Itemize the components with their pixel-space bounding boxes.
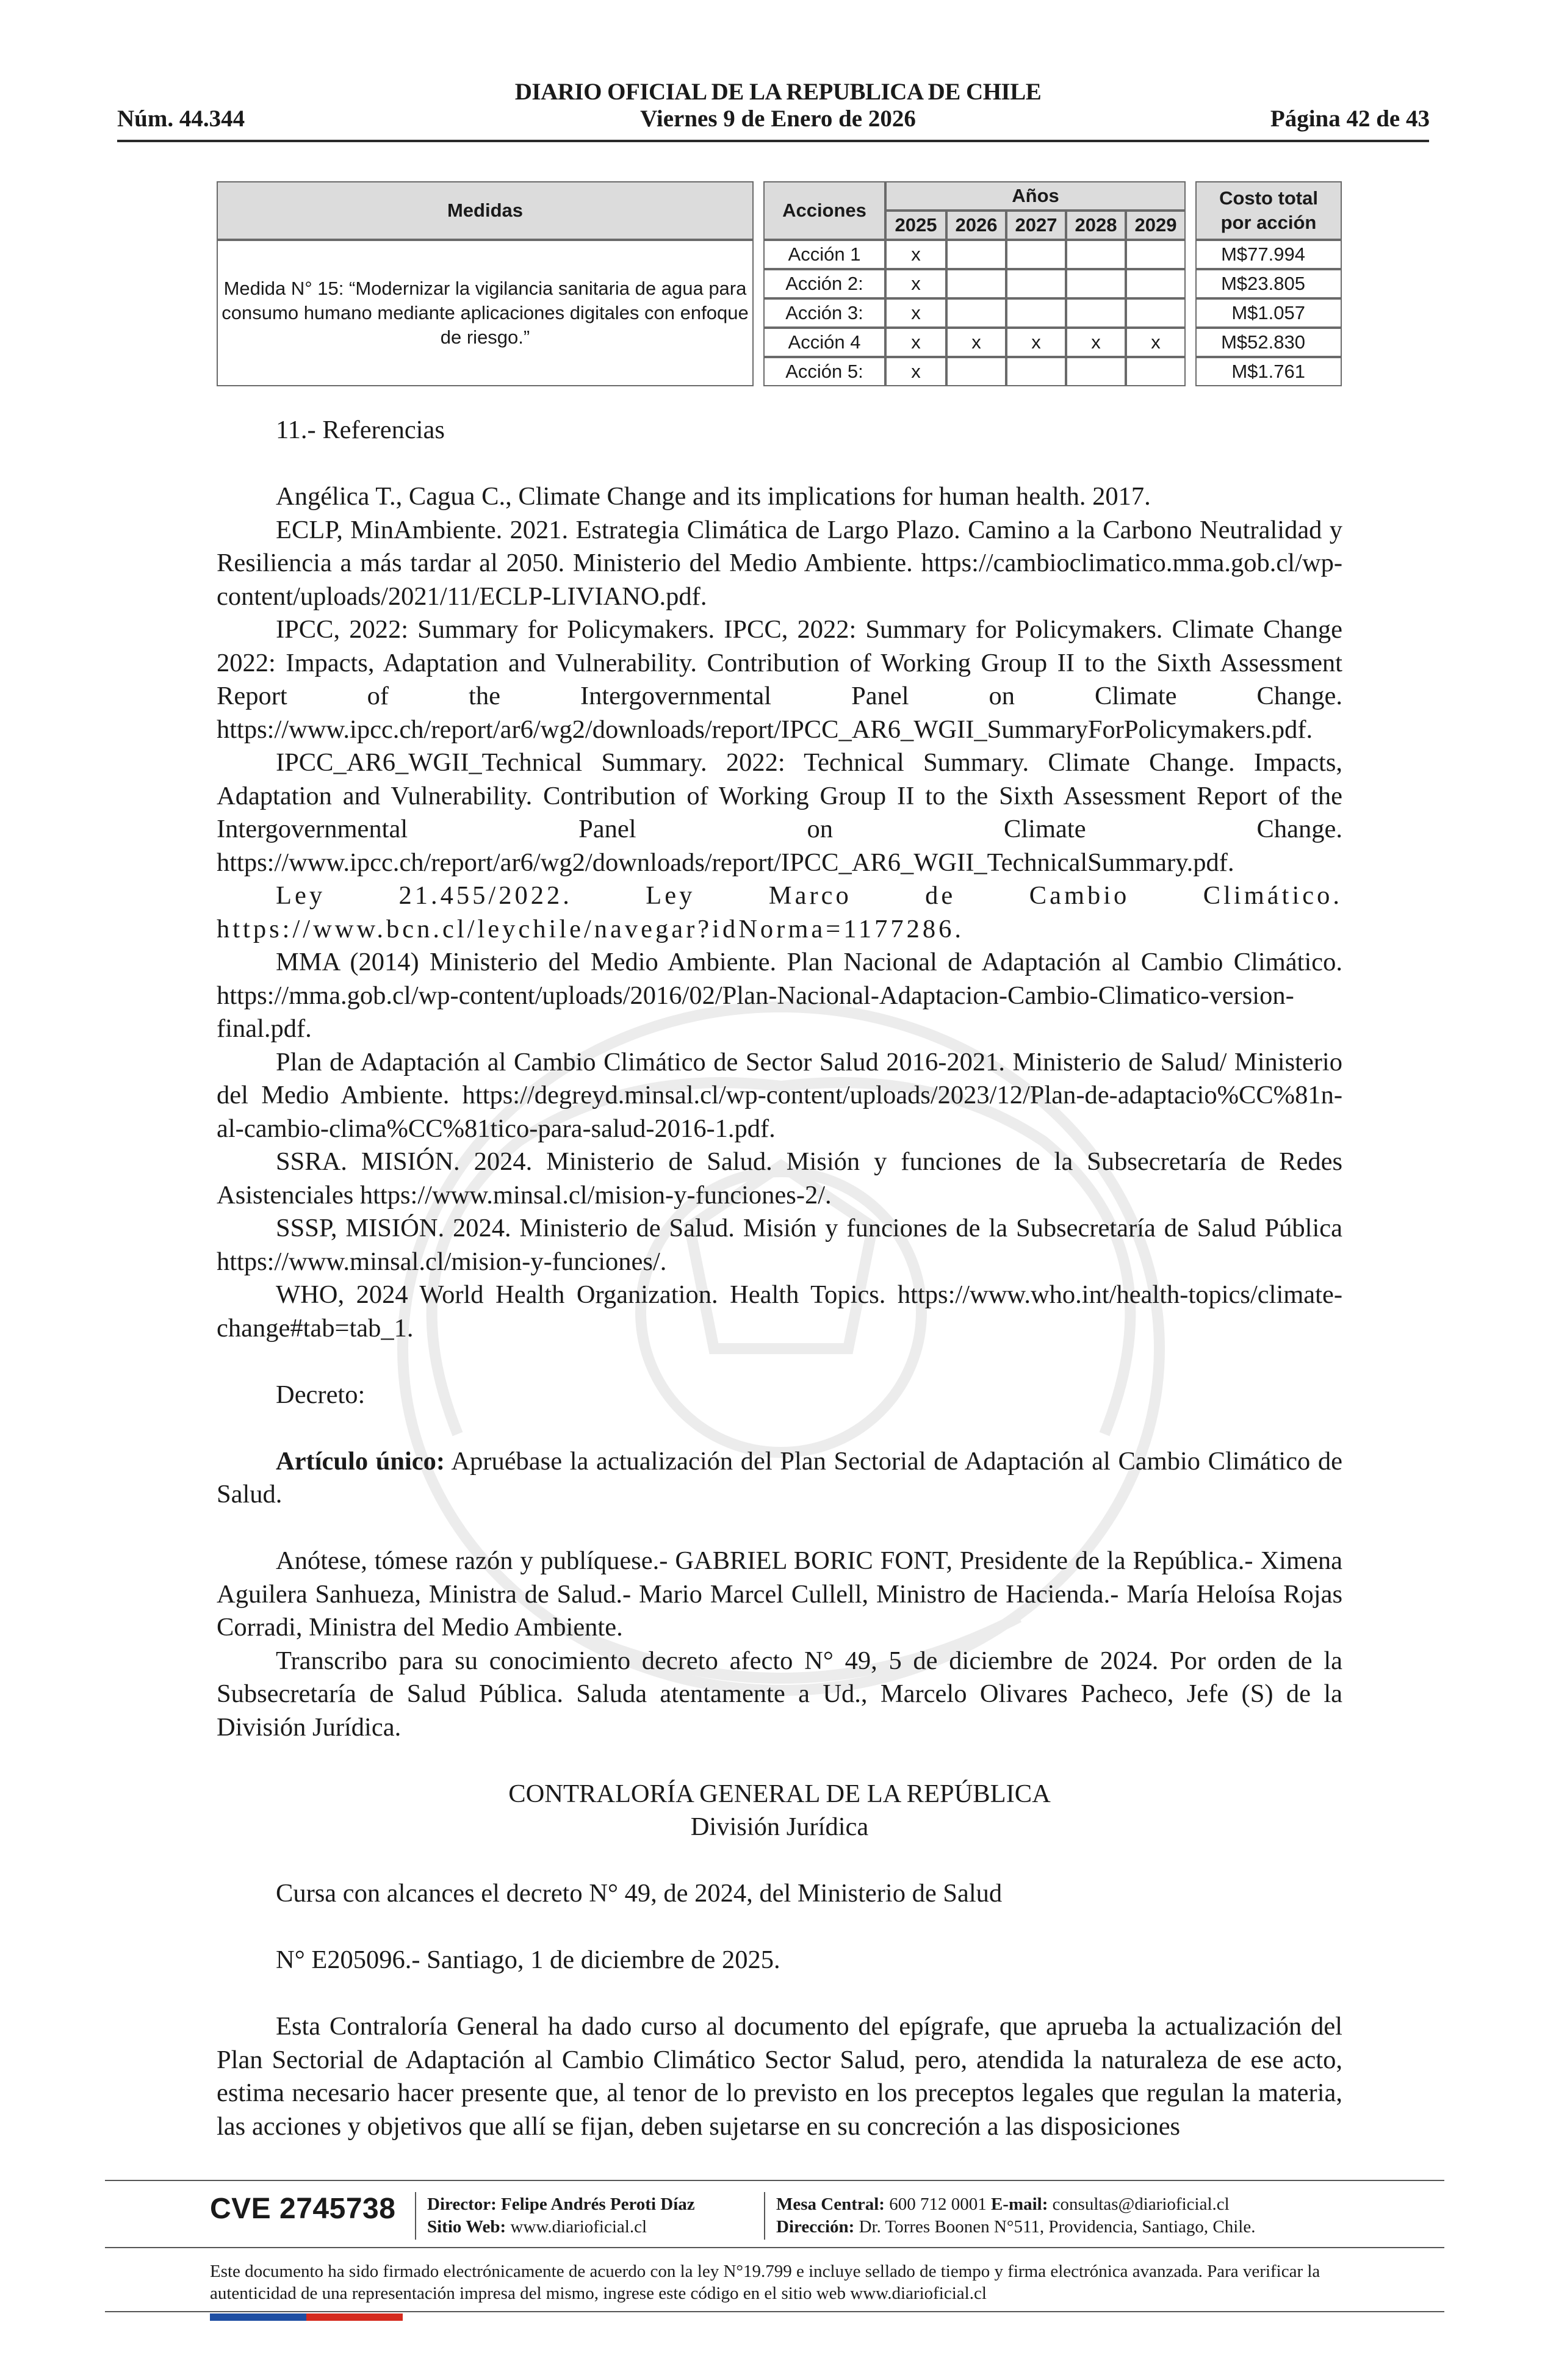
year-mark [1126,269,1186,298]
sitio-url[interactable]: www.diarioficial.cl [510,2217,647,2237]
header-medidas: Medidas [217,181,754,240]
reference-item: WHO, 2024 World Health Organization. Health Topics. https://www.who.int/health-topics/climate-change#tab=tab_1. [217,1280,1342,1343]
year-mark [946,269,1006,298]
references-heading: 11.- Referencias [276,416,445,444]
year-mark: x [1066,328,1126,357]
mesa-line [776,2193,1255,2216]
issue-date: Viernes 9 de Enero de 2026 [640,106,916,132]
year-mark [1126,357,1186,386]
accion-label: Acción 4 [763,328,885,357]
anotese-paragraph: Anótese, tómese razón y publíquese.- GABRIEL BORIC FONT, Presidente de la República.- Ximena Aguilera Sanhueza, Ministra de Salud.- Mario Marcel Cullell, Ministro de Hacienda.- María Heloísa Rojas Corradi, Ministra del Medio Ambiente. [217,1546,1342,1642]
footer-separator [764,2192,765,2240]
year-mark [1006,357,1066,386]
flag-stripe-red [306,2313,403,2321]
flag-stripe-blue [210,2313,306,2321]
transcribo-paragraph: Transcribo para su conocimiento decreto afecto N° 49, 5 de diciembre de 2024. Por orden de la Subsecretaría de Salud Pública. Saluda atentamente a Ud., Marcelo Olivares Pacheco, Jefe (S) de la División Jurídica. [217,1646,1342,1742]
actions-cost-table [217,181,1342,386]
direccion-label: Dirección: [776,2217,855,2237]
header-anos: Años [885,181,1186,211]
header-year: 2027 [1006,211,1066,240]
direccion-line [776,2216,1255,2238]
header-year: 2025 [885,211,946,240]
cursa-line: Cursa con alcances el decreto N° 49, de 2024, del Ministerio de Salud [276,1879,1003,1908]
sitio-line [427,2216,695,2238]
table-row [217,240,1342,269]
reference-item: Plan de Adaptación al Cambio Climático de Sector Salud 2016-2021. Ministerio de Salud/ Ministerio del Medio Ambiente. https://degreyd.minsal.cl/wp-content/uploads/2023/12/Plan-de-adaptacio%CC%81n-al-cambio-clima%CC%81tico-para-salud-2016-1.pdf. [217,1047,1342,1143]
reference-item: Angélica T., Cagua C., Climate Change and its implications for human health. 2017. [276,482,1151,511]
newspaper-title: DIARIO OFICIAL DE LA REPUBLICA DE CHILE [514,79,1042,105]
header-divider [117,140,1429,142]
director-name: Felipe Andrés Peroti Díaz [501,2194,695,2214]
year-mark: x [885,328,946,357]
reference-item: IPCC_AR6_WGII_Technical Summary. 2022: Technical Summary. Climate Change. Impacts, Adaptation and Vulnerability. Contribution of Working Group II to the Sixth Assessment Report of the Intergovernmental Panel on Climate Change. https://www.ipcc.ch/report/ar6/wg2/downloads/report/IPCC_AR6_WGII_TechnicalSummary.pdf. [217,748,1342,877]
reference-item: IPCC, 2022: Summary for Policymakers. IPCC, 2022: Summary for Policymakers. Climate Change 2022: Impacts, Adaptation and Vulnerability. Contribution of Working Group II to the Sixth Assessment Report of the Intergovernmental Panel on Climate Change. https://www.ipcc.ch/report/ar6/wg2/downloads/report/IPCC_AR6_WGII_SummaryForPolicymakers.pdf. [217,615,1342,744]
footer-divider-bottom [105,2311,1444,2312]
footer-director-block [427,2193,695,2238]
articulo-text: Apruébase la actualización del Plan Sectorial de Adaptación al Cambio Climático de Salud. [217,1446,1343,1509]
decreto-label: Decreto: [276,1380,366,1409]
header-year: 2026 [946,211,1006,240]
year-mark [1006,298,1066,328]
articulo-unico [217,1445,1342,1512]
year-mark: x [885,240,946,269]
contraloria-subtitle: División Jurídica [690,1812,869,1841]
year-mark: x [1126,328,1186,357]
year-mark [1066,269,1126,298]
document-body [217,414,1342,2143]
reference-item: MMA (2014) Ministerio del Medio Ambiente. Plan Nacional de Adaptación al Cambio Climático. https://mma.gob.cl/wp-content/uploads/2016/02/Plan-Nacional-Adaptacion-Cambio-Climatico-version-final.pdf. [217,948,1342,1043]
direccion-text: Dr. Torres Boonen N°511, Providencia, Santiago, Chile. [859,2217,1256,2237]
director-line [427,2193,695,2216]
header-acciones: Acciones [763,181,885,240]
reference-item: SSSP, MISIÓN. 2024. Ministerio de Salud. Misión y funciones de la Subsecretaría de Salud Pública https://www.minsal.cl/mision-y-funciones/. [217,1214,1342,1276]
mesa-phone: 600 712 0001 [889,2194,987,2214]
director-label: Director: [427,2194,497,2214]
accion-label: Acción 2: [763,269,885,298]
electronic-signature-note: Este documento ha sido firmado electrónicamente de acuerdo con la ley N°19.799 e incluye sellado de tiempo y firma electrónica avanzada. Para verificar la autenticidad de una representación impresa del mismo, ingrese este código en el sitio web www.diarioficial.cl [210,2262,1320,2303]
year-mark [1066,357,1126,386]
header-costo-line2: por acción [1220,212,1317,233]
footer-separator [415,2192,416,2240]
email-address[interactable]: consultas@diarioficial.cl [1052,2194,1230,2214]
footer-divider-top [105,2180,1444,2181]
year-mark [946,240,1006,269]
accion-label: Acción 1 [763,240,885,269]
footer-contact-block [776,2193,1255,2238]
year-mark: x [885,269,946,298]
reference-item: SSRA. MISIÓN. 2024. Ministerio de Salud. Misión y funciones de la Subsecretaría de Redes Asistenciales https://www.minsal.cl/mision-y-funciones-2/. [217,1147,1342,1210]
accion-label: Acción 3: [763,298,885,328]
reference-item: Ley 21.455/2022. Ley Marco de Cambio Climático. https://www.bcn.cl/leychile/navegar?idNorma=1177286. [217,881,1342,943]
year-mark [1126,240,1186,269]
contraloria-title: CONTRALORÍA GENERAL DE LA REPÚBLICA [508,1779,1051,1808]
email-label: E-mail: [990,2194,1048,2214]
mesa-label: Mesa Central: [776,2194,885,2214]
year-mark: x [885,357,946,386]
year-mark [946,357,1006,386]
year-mark [1126,298,1186,328]
dictamen-number: N° E205096.- Santiago, 1 de diciembre de 2025. [276,1945,780,1974]
accion-cost: M$1.057 [1195,298,1342,328]
accion-cost: M$77.994 [1195,240,1342,269]
sitio-label: Sitio Web: [427,2217,506,2237]
year-mark [1066,240,1126,269]
year-mark [946,298,1006,328]
accion-label: Acción 5: [763,357,885,386]
medida-description: Medida N° 15: “Modernizar la vigilancia sanitaria de agua para consumo humano mediante aplicaciones digitales con enfoque de riesgo.” [217,240,754,386]
page-number: Página 42 de 43 [1270,106,1430,132]
accion-cost: M$23.805 [1195,269,1342,298]
issue-number: Núm. 44.344 [117,106,245,132]
year-mark: x [946,328,1006,357]
header-costo-line1: Costo total [1219,187,1318,209]
header-year: 2028 [1066,211,1126,240]
header-costo [1195,181,1342,240]
year-mark: x [1006,328,1066,357]
articulo-label: Artículo único: [276,1446,445,1476]
contraloria-text: Esta Contraloría General ha dado curso al documento del epígrafe, que aprueba la actualización del Plan Sectorial de Adaptación al Cambio Climático Sector Salud, pero, atendida la naturaleza de ese acto, estima necesario hacer presente que, al tenor de lo previsto en los preceptos legales que regulan la materia, las acciones y objetivos que allí se fijan, deben sujetarse en su concreción a las disposiciones [217,2012,1342,2141]
cve-code: CVE 2745738 [210,2193,396,2225]
header-year: 2029 [1126,211,1186,240]
year-mark [1006,240,1066,269]
year-mark [1006,269,1066,298]
accion-cost: M$52.830 [1195,328,1342,357]
year-mark [1066,298,1126,328]
reference-item: ECLP, MinAmbiente. 2021. Estrategia Climática de Largo Plazo. Camino a la Carbono Neutralidad y Resiliencia a más tardar al 2050. Ministerio del Medio Ambiente. https://cambioclimatico.mma.gob.cl/wp-content/uploads/2021/11/ECLP-LIVIANO.pdf. [217,515,1342,611]
accion-cost: M$1.761 [1195,357,1342,386]
footer-divider-middle [105,2247,1444,2248]
year-mark: x [885,298,946,328]
